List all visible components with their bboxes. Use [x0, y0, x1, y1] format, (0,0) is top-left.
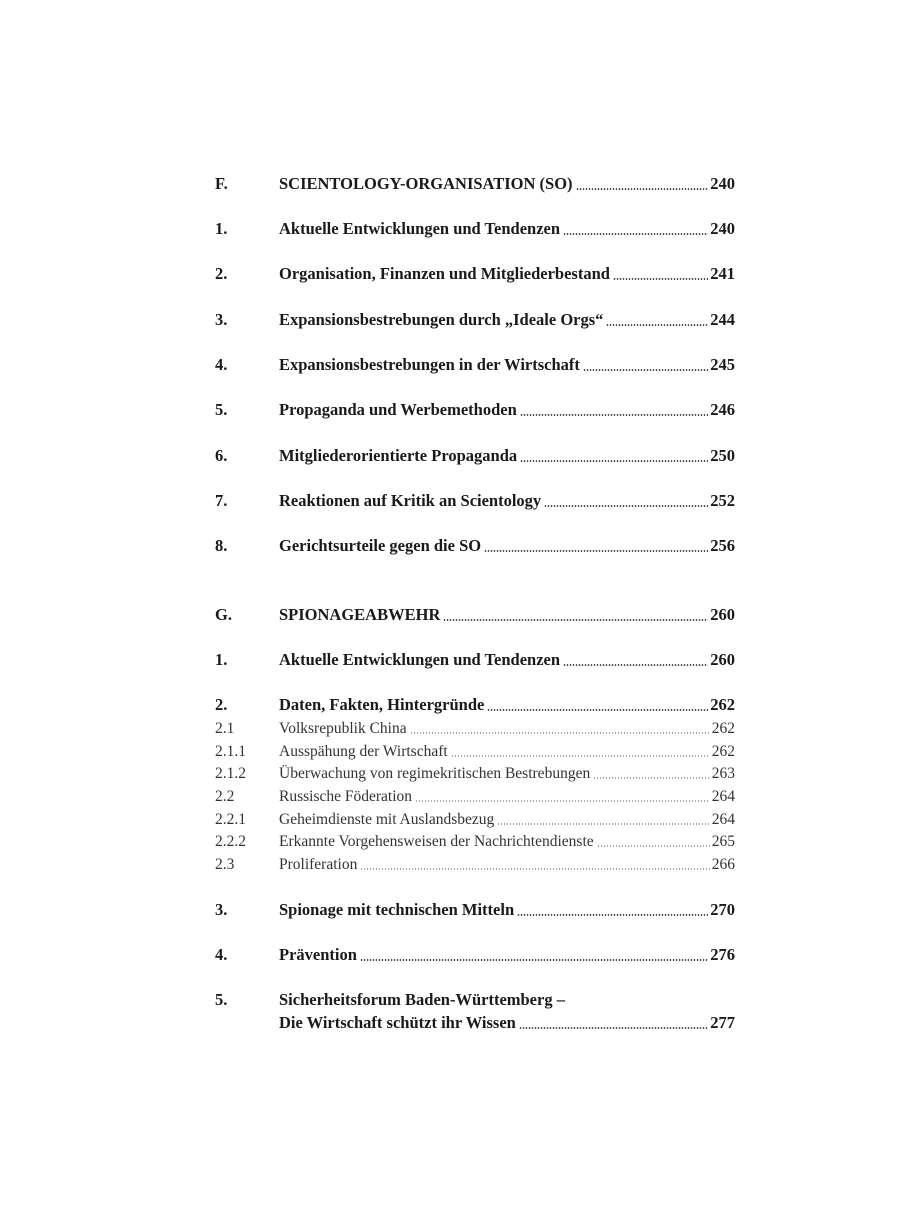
dot-leader: [487, 709, 708, 711]
entry-number: F.: [215, 174, 228, 193]
entry-title: Sicherheitsforum Baden-Württemberg –: [279, 990, 565, 1009]
toc-entry: [215, 262, 735, 284]
entry-page: 244: [710, 310, 735, 329]
dot-leader: [360, 868, 709, 870]
entry-number: 2.: [215, 695, 228, 714]
toc-entry: [215, 693, 735, 715]
entry-title: Volksrepublik China: [279, 720, 407, 737]
entry-page: 241: [710, 264, 735, 283]
entry-page: 246: [710, 400, 735, 419]
dot-leader: [519, 1027, 708, 1029]
entry-number: 2.2.2: [215, 833, 246, 850]
entry-title: Geheimdienste mit Auslandsbezug: [279, 811, 495, 828]
dot-leader: [613, 278, 708, 280]
entry-page: 250: [710, 446, 735, 465]
entry-title: Spionage mit technischen Mitteln: [279, 900, 515, 919]
entry-number: 2.1.1: [215, 743, 246, 760]
toc-entry: [215, 353, 735, 375]
entry-title: Russische Föderation: [279, 788, 413, 805]
entry-number: G.: [215, 605, 232, 624]
toc-subentry: [215, 761, 735, 783]
entry-title: Aktuelle Entwicklungen und Tendenzen: [279, 219, 561, 238]
entry-number: 2.1: [215, 720, 235, 737]
entry-title: Erkannte Vorgehensweisen der Nachrichtendienste: [279, 833, 594, 850]
entry-title: Aktuelle Entwicklungen und Tendenzen: [279, 650, 561, 669]
dot-leader: [563, 233, 708, 235]
dot-leader: [597, 845, 710, 847]
toc-entry: [215, 444, 735, 466]
entry-number: 5.: [215, 400, 228, 419]
toc-entry: [215, 534, 735, 556]
entry-title: SPIONAGEABWEHR: [279, 605, 441, 624]
dot-leader: [583, 369, 708, 371]
dot-leader: [544, 505, 708, 507]
entry-title: Gerichtsurteile gegen die SO: [279, 536, 482, 555]
toc-entry-multiline: [215, 988, 735, 1010]
entry-title-line-2: Die Wirtschaft schützt ihr Wissen: [279, 1013, 516, 1032]
dot-leader: [415, 800, 710, 802]
entry-page: 260: [710, 650, 735, 669]
dot-leader: [520, 414, 708, 416]
entry-page: 252: [710, 491, 735, 510]
entry-number: 2.2: [215, 788, 235, 805]
entry-title: SCIENTOLOGY-ORGANISATION (SO): [279, 174, 573, 193]
entry-number: 1.: [215, 219, 228, 238]
dot-leader: [576, 188, 709, 190]
dot-leader: [484, 550, 708, 552]
dot-leader: [360, 959, 708, 961]
entry-number: 8.: [215, 536, 228, 555]
toc-subentry: [215, 739, 735, 761]
toc-entry: [215, 648, 735, 670]
toc-subentry: [215, 807, 735, 829]
entry-page: 264: [711, 788, 735, 805]
entry-page: 263: [711, 765, 735, 782]
entry-page: 240: [710, 174, 735, 193]
entry-number: 2.2.1: [215, 811, 246, 828]
toc-subentry: [215, 716, 735, 738]
entry-title: Expansionsbestrebungen in der Wirtschaft: [279, 355, 580, 374]
dot-leader: [443, 619, 708, 621]
entry-title: Reaktionen auf Kritik an Scientology: [279, 491, 542, 510]
dot-leader: [517, 914, 708, 916]
entry-page: 277: [710, 1013, 735, 1032]
entry-title: Daten, Fakten, Hintergründe: [279, 695, 485, 714]
toc-entry: [215, 308, 735, 330]
toc-entry-section-f: [215, 172, 735, 194]
toc-entry: [215, 489, 735, 511]
dot-leader: [410, 732, 710, 734]
entry-page: 245: [710, 355, 735, 374]
dot-leader: [497, 823, 710, 825]
toc-entry-section-g: [215, 603, 735, 625]
entry-title: Prävention: [279, 945, 357, 964]
entry-page: 266: [711, 856, 735, 873]
entry-number: 2.3: [215, 856, 235, 873]
entry-page: 260: [710, 605, 735, 624]
dot-leader: [593, 777, 710, 779]
toc-subentry: [215, 829, 735, 851]
toc-entry: [215, 217, 735, 239]
entry-title: Organisation, Finanzen und Mitgliederbestand: [279, 264, 610, 283]
entry-number: 2.: [215, 264, 228, 283]
entry-title: Propaganda und Werbemethoden: [279, 400, 517, 419]
toc-entry: [215, 398, 735, 420]
entry-page: 262: [711, 720, 735, 737]
entry-number: 7.: [215, 491, 228, 510]
toc-entry: [215, 943, 735, 965]
dot-leader: [563, 664, 708, 666]
entry-page: 264: [711, 811, 735, 828]
dot-leader: [520, 460, 708, 462]
entry-number: 2.1.2: [215, 765, 246, 782]
entry-title: Ausspähung der Wirtschaft: [279, 743, 448, 760]
entry-page: 240: [710, 219, 735, 238]
dot-leader: [606, 324, 708, 326]
entry-number: 6.: [215, 446, 228, 465]
entry-number: 3.: [215, 310, 228, 329]
entry-page: 270: [710, 900, 735, 919]
entry-number: 3.: [215, 900, 228, 919]
entry-title: Expansionsbestrebungen durch „Ideale Orgs“: [279, 310, 604, 329]
entry-page: 262: [711, 743, 735, 760]
entry-number: 4.: [215, 945, 228, 964]
entry-page: 276: [710, 945, 735, 964]
toc-entry-continuation: [215, 1011, 735, 1033]
toc-subentry: [215, 852, 735, 874]
entry-page: 265: [711, 833, 735, 850]
dot-leader: [451, 755, 710, 757]
toc-subentry: [215, 784, 735, 806]
entry-title: Proliferation: [279, 856, 358, 873]
toc-entry: [215, 898, 735, 920]
entry-title: Überwachung von regimekritischen Bestrebungen: [279, 765, 591, 782]
entry-title: Mitgliederorientierte Propaganda: [279, 446, 518, 465]
entry-page: 262: [710, 695, 735, 714]
entry-number: 1.: [215, 650, 228, 669]
entry-number: 4.: [215, 355, 228, 374]
entry-number: 5.: [215, 990, 228, 1009]
entry-page: 256: [710, 536, 735, 555]
